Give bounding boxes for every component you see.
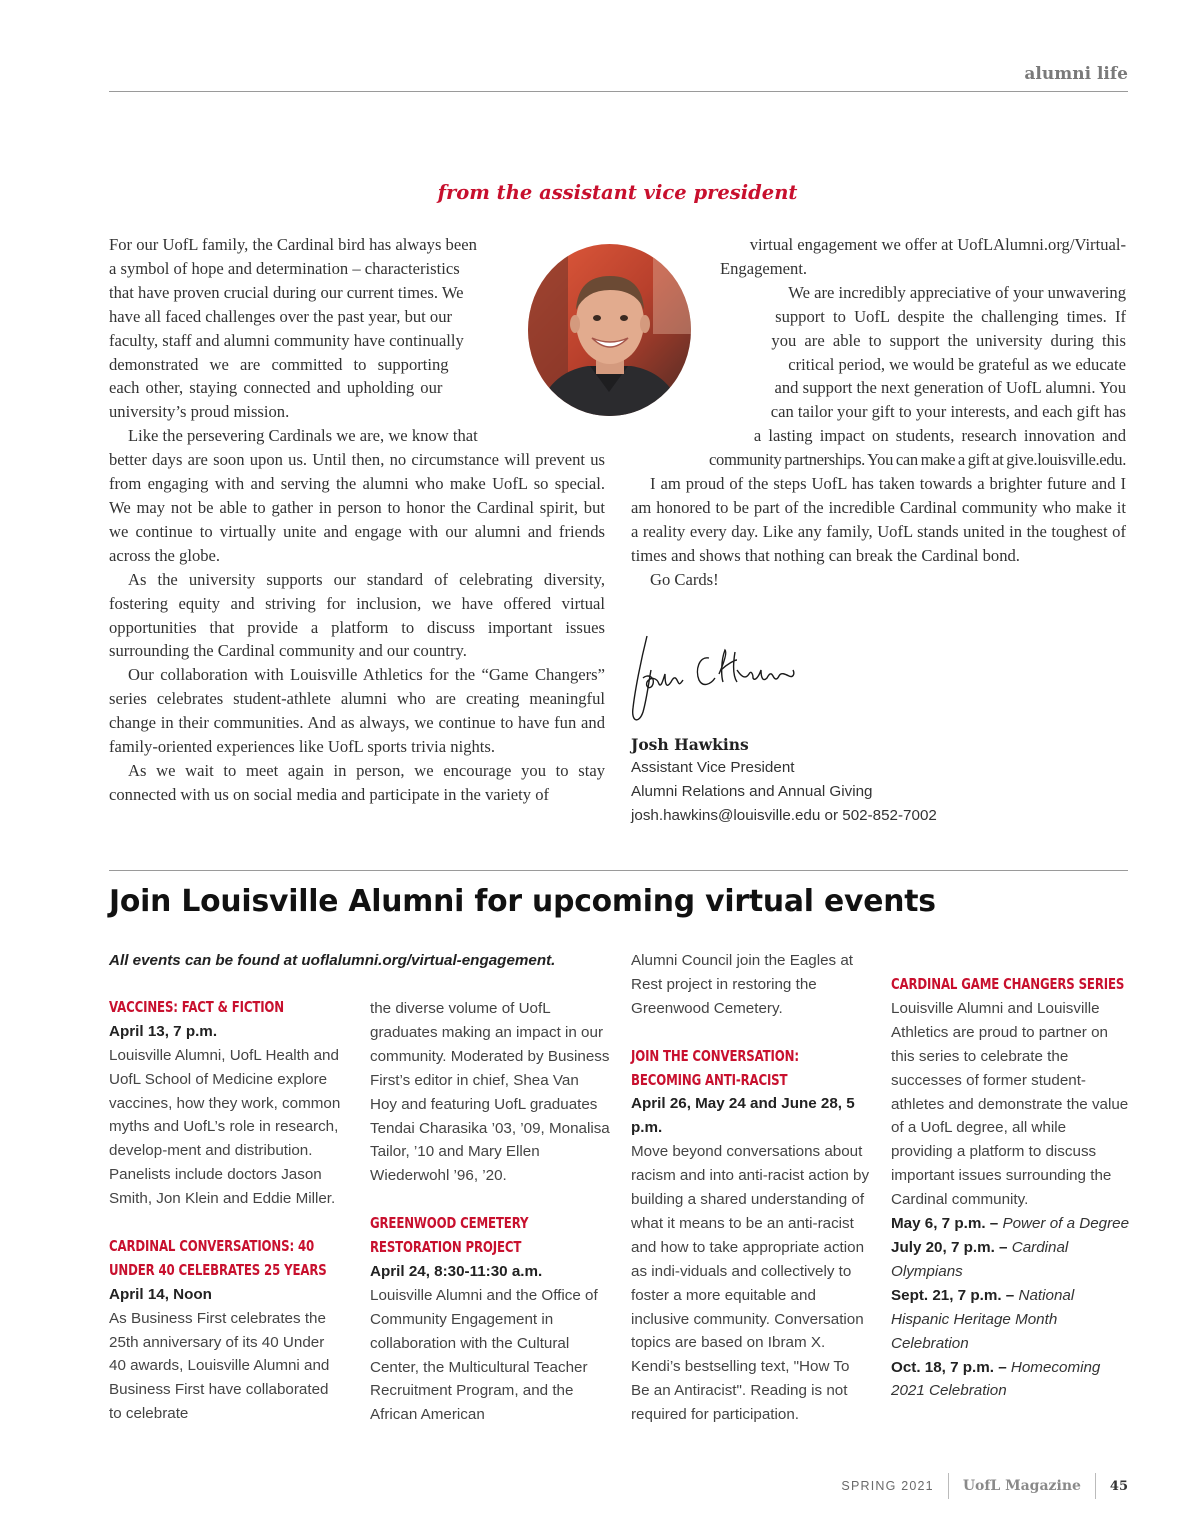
- event-title: GREENWOOD CEMETERY RESTORATION PROJECT: [370, 1214, 529, 1257]
- event-title: CARDINAL GAME CHANGERS SERIES: [891, 975, 1125, 993]
- letter-paragraph-5: As we wait to meet again in person, we encourage you to stay connected with us on social media and participate in the variety of: [109, 760, 605, 804]
- letter-left-column: [109, 233, 605, 807]
- events-heading: Join Louisville Alumni for upcoming virtual events: [109, 884, 936, 919]
- letter-paragraph-2: Like the persevering Cardinals we are, we know that better days are soon upon us. Until then, no circumstance will prevent us from engaging with and serving the alumni who make UofL so special. We may not be able to gather in person to honor the Cardinal spirit, but we continue to virtually unite and engage with our alumni and friends across the globe.: [109, 426, 605, 565]
- event-date: April 14, Noon: [109, 1285, 212, 1303]
- events-intro[interactable]: All events can be found at uoflalumni.org/virtual-engagement.: [109, 952, 556, 969]
- event-greenwood-cemetery: [370, 1212, 610, 1427]
- schedule-item: Sept. 21, 7 p.m. – National Hispanic Heritage Month Celebration: [891, 1286, 1075, 1352]
- event-title: JOIN THE CONVERSATION: BECOMING ANTI-RACIST: [631, 1046, 799, 1089]
- schedule-item: Oct. 18, 7 p.m. – Homecoming 2021 Celebration: [891, 1358, 1101, 1400]
- signer-name: Josh Hawkins: [631, 735, 749, 754]
- event-body: As Business First celebrates the 25th anniversary of its 40 Under 40 awards, Louisville Alumni and Business First have collaborated to celebrate: [109, 1309, 330, 1423]
- page-footer: [841, 1476, 1128, 1496]
- letter-paragraph-4: Our collaboration with Louisville Athletics for the “Game Changers” series celebrates student-athlete alumni who are creating meaningful change in their communities. And as always, we continue to have fun and family-oriented experiences like UofL sports trivia nights.: [109, 665, 605, 757]
- signer-block: [631, 734, 937, 828]
- schedule-item: July 20, 7 p.m. – Cardinal Olympians: [891, 1238, 1069, 1280]
- event-body-continued: Alumni Council join the Eagles at Rest project in restoring the Greenwood Cemetery.: [631, 952, 854, 1017]
- letter-paragraph-3: As the university supports our standard of celebrating diversity, fostering equity and striving for inclusion, we have offered virtual opportunities that provide a platform to discuss important issues surrounding the Cardinal community and our country.: [109, 569, 605, 661]
- letter-title: from the assistant vice president: [437, 181, 798, 204]
- header-rule: [109, 91, 1128, 92]
- event-body: Move beyond conversations about racism and into anti-racist action by building a shared understanding of what it means to be an anti-racist and how to take appropriate action as indi-viduals and collectively to foster a more equitable and inclusive community. Conversation topics are based on Ibram X. Kendi’s bestselling text, "How To Be an Antiracist". Reading is not required for participation.: [631, 1143, 870, 1424]
- section-label: alumni life: [1024, 64, 1128, 84]
- event-game-changers: [891, 973, 1131, 1403]
- event-title: VACCINES: FACT & FICTION: [109, 997, 285, 1016]
- footer-divider: [948, 1473, 949, 1499]
- event-body: Louisville Alumni, UofL Health and UofL School of Medicine explore vaccines, how they work, common myths and UofL’s role in research, develop-ment and distribution. Panelists include doctors Jason Smith, Jon Klein and Eddie Miller.: [109, 1046, 341, 1208]
- events-column-4: [891, 973, 1131, 1403]
- event-cardinal-conversations: [109, 1235, 349, 1426]
- event-body: Louisville Alumni and Louisville Athletics are proud to partner on this series to celebrate the successes of former student-athletes and demonstrate the value of a UofL degree, all while providing a platform to discuss important issues surrounding the Cardinal community.: [891, 999, 1129, 1209]
- footer-divider: [1095, 1473, 1096, 1499]
- page-number: 45: [1109, 1478, 1128, 1494]
- section-divider: [109, 870, 1128, 871]
- letter-paragraph-1: For our UofL family, the Cardinal bird has always been a symbol of hope and determination – characteristics that have proven crucial during our current times. We have all faced challenges over the past year, but our faculty, staff and alumni community have continually demonstrated we are committed to supporting each other, staying connected and upholding our university’s proud mission.: [109, 235, 477, 422]
- event-body: Louisville Alumni and the Office of Community Engagement in collaboration with the Cultural Center, the Multicultural Teacher Recruitment Program, and the African American: [370, 1286, 598, 1424]
- signature-image: [627, 630, 802, 730]
- footer-magazine: UofL Magazine: [962, 1478, 1081, 1494]
- signer-department: Alumni Relations and Annual Giving: [631, 783, 873, 800]
- footer-season: SPRING 2021: [841, 1479, 934, 1493]
- events-column-3: [631, 949, 871, 1427]
- event-date: April 13, 7 p.m.: [109, 1022, 218, 1040]
- events-column-2: [370, 997, 610, 1427]
- signer-contact[interactable]: josh.hawkins@louisville.edu or 502-852-7002: [631, 807, 937, 824]
- event-date: April 24, 8:30-11:30 a.m.: [370, 1262, 543, 1280]
- event-vaccines: [109, 996, 349, 1211]
- event-join-the-conversation: [631, 1045, 871, 1428]
- letter-paragraph-6: virtual engagement we offer at UofLAlumni.org/Virtual- Engagement.: [720, 235, 1126, 278]
- letter-paragraph-9: Go Cards!: [650, 569, 719, 589]
- schedule-item: May 6, 7 p.m. – Power of a Degree: [891, 1215, 1130, 1233]
- event-body-continued: the diverse volume of UofL graduates making an impact in our community. Moderated by Business First’s editor in chief, Shea Van Hoy and featuring UofL graduates Tendai Charasika ’03, ’09, Monalisa Tailor, ’10 and Mary Ellen Wiederwohl ’96, ’20.: [370, 1000, 610, 1185]
- event-date: April 26, May 24 and June 28, 5 p.m.: [631, 1095, 855, 1137]
- letter-right-column: [631, 233, 1126, 592]
- event-title: CARDINAL CONVERSATIONS: 40 UNDER 40 CELEBRATES 25 YEARS: [109, 1236, 327, 1279]
- letter-paragraph-8: I am proud of the steps UofL has taken towards a brighter future and I am honored to be part of the incredible Cardinal community who make it a reality every day. Like any family, UofL stands united in the toughest of times and shows that nothing can break the Cardinal bond.: [631, 474, 1126, 565]
- letter-paragraph-7: We are incredibly appreciative of your unwavering support to UofL despite the challenging times. If you are able to support the university during this critical period, we would be grateful as we educate and support the next generation of UofL alumni. You can tailor your gift to your interests, and each gift has a lasting impact on students, research innovation and community partnerships. You can make a gift at give.louisville.edu.: [709, 282, 1126, 470]
- signer-title: Assistant Vice President: [631, 759, 795, 776]
